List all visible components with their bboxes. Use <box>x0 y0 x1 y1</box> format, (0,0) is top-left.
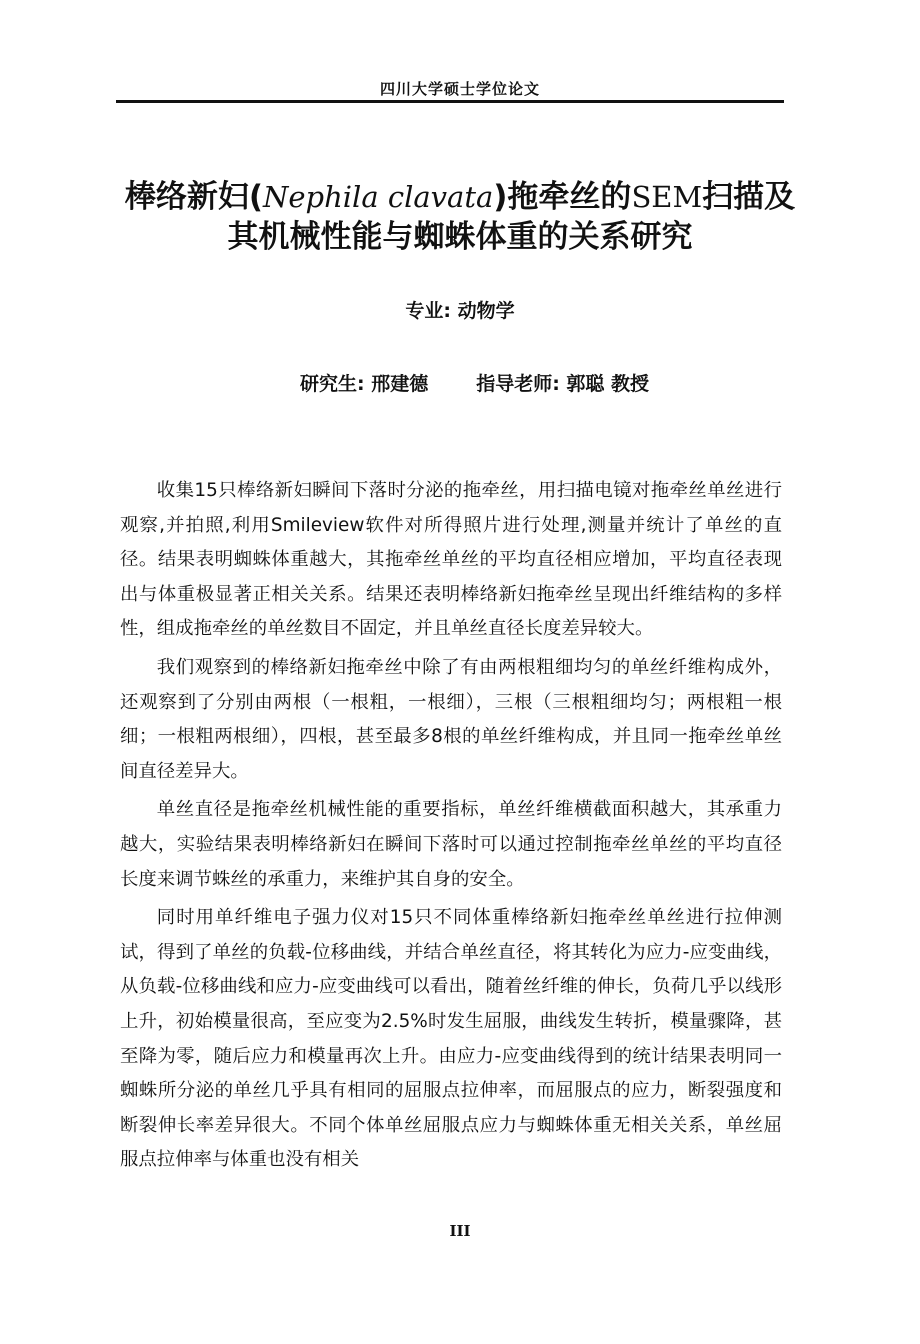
paragraph-3: 单丝直径是拖牵丝机械性能的重要指标，单丝纤维横截面积越大，其承重力越大，实验结果表明棒络新妇在瞬间下落时可以通过控制拖牵丝单丝的平均直径长度来调节蛛丝的承重力，来维护其自身的安全。 <box>120 799 782 890</box>
title-end: 扫描及 <box>702 179 796 215</box>
thesis-title-line-2: 其机械性能与蜘蛛体重的关系研究 <box>227 219 693 255</box>
advisor-name: 指导老师: 郭聪 教授 <box>476 373 650 395</box>
abstract-body <box>120 474 782 1182</box>
authors-line <box>300 369 649 396</box>
title-suffix: )拖牵丝的 <box>493 179 632 215</box>
title-latin-name: Nephila clavata <box>263 180 494 214</box>
running-header: 四川大学硕士学位论文 <box>379 80 540 98</box>
paragraph-1: 收集15只棒络新妇瞬间下落时分泌的拖牵丝，用扫描电镜对拖牵丝单丝进行观察,并拍照,利用Smileview软件对所得照片进行处理,测量并统计了单丝的直径。结果表明蜘蛛体重越大，其拖牵丝单丝的平均直径相应增加，平均直径表现出与体重极显著正相关关系。结果还表明棒络新妇拖牵丝呈现出纤维结构的多样性，组成拖牵丝的单丝数目不固定，并且单丝直径长度差异较大。 <box>120 480 782 640</box>
paragraph-2: 我们观察到的棒络新妇拖牵丝中除了有由两根粗细均匀的单丝纤维构成外，还观察到了分别由两根（一根粗，一根细），三根（三根粗细均匀；两根粗一根细；一根粗两根细），四根，甚至最多8根的单丝纤维构成，并且同一拖牵丝单丝间直径差异大。 <box>120 656 782 782</box>
header-rule <box>116 100 784 103</box>
major-field: 专业: 动物学 <box>405 300 515 322</box>
thesis-title-line-1 <box>60 177 860 217</box>
paragraph-4: 同时用单纤维电子强力仪对15只不同体重棒络新妇拖牵丝单丝进行拉伸测试，得到了单丝的负载-位移曲线，并结合单丝直径，将其转化为应力-应变曲线，从负载-位移曲线和应力-应变曲线可以看出，随着丝纤维的伸长，负荷几乎以线形上升，初始模量很高，至应变为2.5%时发生屈服，曲线发生转折，模量骤降，甚至降为零，随后应力和模量再次上升。由应力-应变曲线得到的统计结果表明同一蜘蛛所分泌的单丝几乎具有相同的屈服点拉伸率，而屈服点的应力，断裂强度和断裂伸长率差异很大。不同个体单丝屈服点应力与蜘蛛体重无相关关系，单丝屈服点拉伸率与体重也没有相关 <box>120 907 782 1171</box>
title-prefix: 棒络新妇( <box>124 179 263 215</box>
page-number: III <box>449 1222 471 1240</box>
student-name: 研究生: 邢建德 <box>300 373 429 395</box>
title-abbr: SEM <box>631 180 703 214</box>
